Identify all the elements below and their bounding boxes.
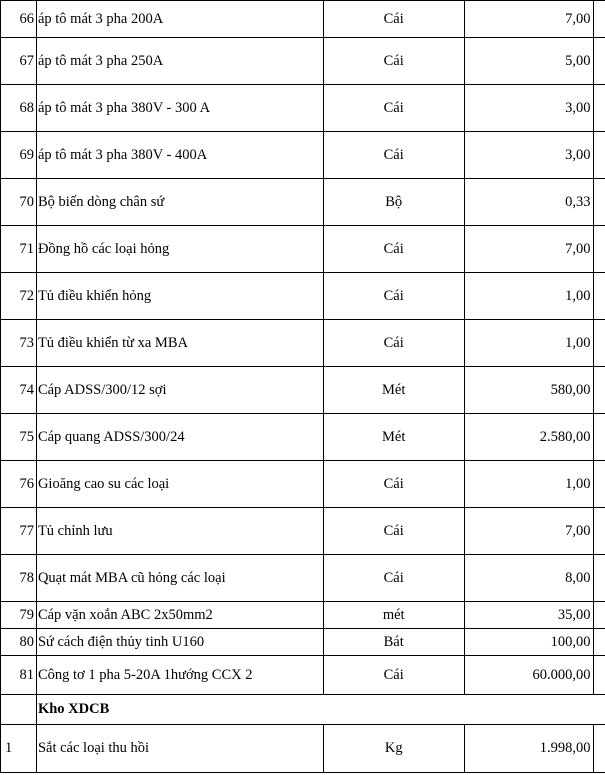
empty-cell[interactable] [594, 367, 605, 414]
empty-cell[interactable] [594, 226, 605, 273]
empty-cell[interactable] [594, 273, 605, 320]
table-row [1, 320, 605, 367]
item-name[interactable]: áp tô mát 3 pha 380V - 400A [36, 132, 323, 179]
empty-cell[interactable] [1, 695, 37, 725]
section-title[interactable]: Kho XDCB [36, 695, 323, 725]
empty-cell[interactable] [464, 695, 594, 725]
table-row [1, 367, 605, 414]
empty-cell[interactable] [594, 461, 605, 508]
row-number[interactable]: 73 [1, 320, 37, 367]
empty-cell[interactable] [594, 85, 605, 132]
item-quantity[interactable]: 7,00 [464, 1, 594, 38]
row-number[interactable]: 1 [1, 725, 37, 773]
empty-cell[interactable] [594, 656, 605, 695]
empty-cell[interactable] [323, 695, 464, 725]
item-name[interactable]: Sứ cách điện thủy tinh U160 [36, 629, 323, 656]
row-number[interactable]: 78 [1, 555, 37, 602]
empty-cell[interactable] [594, 320, 605, 367]
item-name[interactable]: Bộ biến dòng chân sứ [36, 179, 323, 226]
empty-cell[interactable] [594, 38, 605, 85]
table-row [1, 1, 605, 38]
item-name[interactable]: Gioăng cao su các loại [36, 461, 323, 508]
row-number[interactable]: 69 [1, 132, 37, 179]
row-number[interactable]: 68 [1, 85, 37, 132]
empty-cell[interactable] [594, 629, 605, 656]
item-quantity[interactable]: 5,00 [464, 38, 594, 85]
empty-cell[interactable] [594, 555, 605, 602]
item-name[interactable]: Đồng hồ các loại hỏng [36, 226, 323, 273]
item-name[interactable]: Tủ điều khiển từ xa MBA [36, 320, 323, 367]
item-unit[interactable]: Cái [323, 38, 464, 85]
item-name[interactable]: Tủ điều khiển hỏng [36, 273, 323, 320]
table-row [1, 656, 605, 695]
item-name[interactable]: áp tô mát 3 pha 380V - 300 A [36, 85, 323, 132]
item-name[interactable]: Cáp quang ADSS/300/24 [36, 414, 323, 461]
empty-cell[interactable] [594, 179, 605, 226]
row-number[interactable]: 76 [1, 461, 37, 508]
item-quantity[interactable]: 1.998,00 [464, 725, 594, 773]
table-row [1, 602, 605, 629]
row-number[interactable]: 67 [1, 38, 37, 85]
row-number[interactable]: 79 [1, 602, 37, 629]
table-row [1, 38, 605, 85]
item-unit[interactable]: Cái [323, 226, 464, 273]
item-name[interactable]: Công tơ 1 pha 5-20A 1hướng CCX 2 [36, 656, 323, 695]
table-row [1, 273, 605, 320]
item-unit[interactable]: Cái [323, 320, 464, 367]
item-quantity[interactable]: 3,00 [464, 85, 594, 132]
item-quantity[interactable]: 1,00 [464, 461, 594, 508]
row-number[interactable]: 74 [1, 367, 37, 414]
item-quantity[interactable]: 1,00 [464, 320, 594, 367]
item-quantity[interactable]: 1,00 [464, 273, 594, 320]
item-quantity[interactable]: 100,00 [464, 629, 594, 656]
row-number[interactable]: 81 [1, 656, 37, 695]
row-number[interactable]: 80 [1, 629, 37, 656]
item-name[interactable]: áp tô mát 3 pha 200A [36, 1, 323, 38]
item-quantity[interactable]: 7,00 [464, 226, 594, 273]
item-unit[interactable]: Cái [323, 273, 464, 320]
item-name[interactable]: áp tô mát 3 pha 250A [36, 38, 323, 85]
item-name[interactable]: Cáp ADSS/300/12 sợi [36, 367, 323, 414]
table-row [1, 85, 605, 132]
table-row [1, 629, 605, 656]
item-unit[interactable]: Mét [323, 367, 464, 414]
item-name[interactable]: Tủ chỉnh lưu [36, 508, 323, 555]
row-number[interactable]: 70 [1, 179, 37, 226]
table-row [1, 414, 605, 461]
empty-cell[interactable] [594, 1, 605, 38]
empty-cell[interactable] [594, 725, 605, 773]
table-row [1, 725, 605, 773]
table-row [1, 555, 605, 602]
item-unit[interactable]: Cái [323, 555, 464, 602]
table-row [1, 508, 605, 555]
item-quantity[interactable]: 0,33 [464, 179, 594, 226]
row-number[interactable]: 72 [1, 273, 37, 320]
item-unit[interactable]: Cái [323, 1, 464, 38]
item-unit[interactable]: Cái [323, 656, 464, 695]
item-unit[interactable]: Bát [323, 629, 464, 656]
item-unit[interactable]: Mét [323, 414, 464, 461]
item-unit[interactable]: Bộ [323, 179, 464, 226]
row-number[interactable]: 71 [1, 226, 37, 273]
empty-cell[interactable] [594, 602, 605, 629]
item-name[interactable]: Cáp vặn xoắn ABC 2x50mm2 [36, 602, 323, 629]
item-quantity[interactable]: 580,00 [464, 367, 594, 414]
section-header-row [1, 695, 605, 725]
table-row [1, 132, 605, 179]
item-quantity[interactable]: 8,00 [464, 555, 594, 602]
item-name[interactable]: Sắt các loại thu hồi [36, 725, 323, 773]
item-unit[interactable]: Cái [323, 461, 464, 508]
table-row [1, 226, 605, 273]
empty-cell[interactable] [594, 695, 605, 725]
item-quantity[interactable]: 3,00 [464, 132, 594, 179]
item-unit[interactable]: Cái [323, 132, 464, 179]
row-number[interactable]: 75 [1, 414, 37, 461]
item-unit[interactable]: Kg [323, 725, 464, 773]
row-number[interactable]: 66 [1, 1, 37, 38]
table-row [1, 461, 605, 508]
item-unit[interactable]: mét [323, 602, 464, 629]
item-quantity[interactable]: 2.580,00 [464, 414, 594, 461]
table-row [1, 179, 605, 226]
empty-cell[interactable] [594, 414, 605, 461]
row-number[interactable]: 77 [1, 508, 37, 555]
item-unit[interactable]: Cái [323, 85, 464, 132]
empty-cell[interactable] [594, 508, 605, 555]
item-quantity[interactable]: 60.000,00 [464, 656, 594, 695]
item-quantity[interactable]: 35,00 [464, 602, 594, 629]
item-unit[interactable]: Cái [323, 508, 464, 555]
item-quantity[interactable]: 7,00 [464, 508, 594, 555]
empty-cell[interactable] [594, 132, 605, 179]
item-name[interactable]: Quạt mát MBA cũ hỏng các loại [36, 555, 323, 602]
